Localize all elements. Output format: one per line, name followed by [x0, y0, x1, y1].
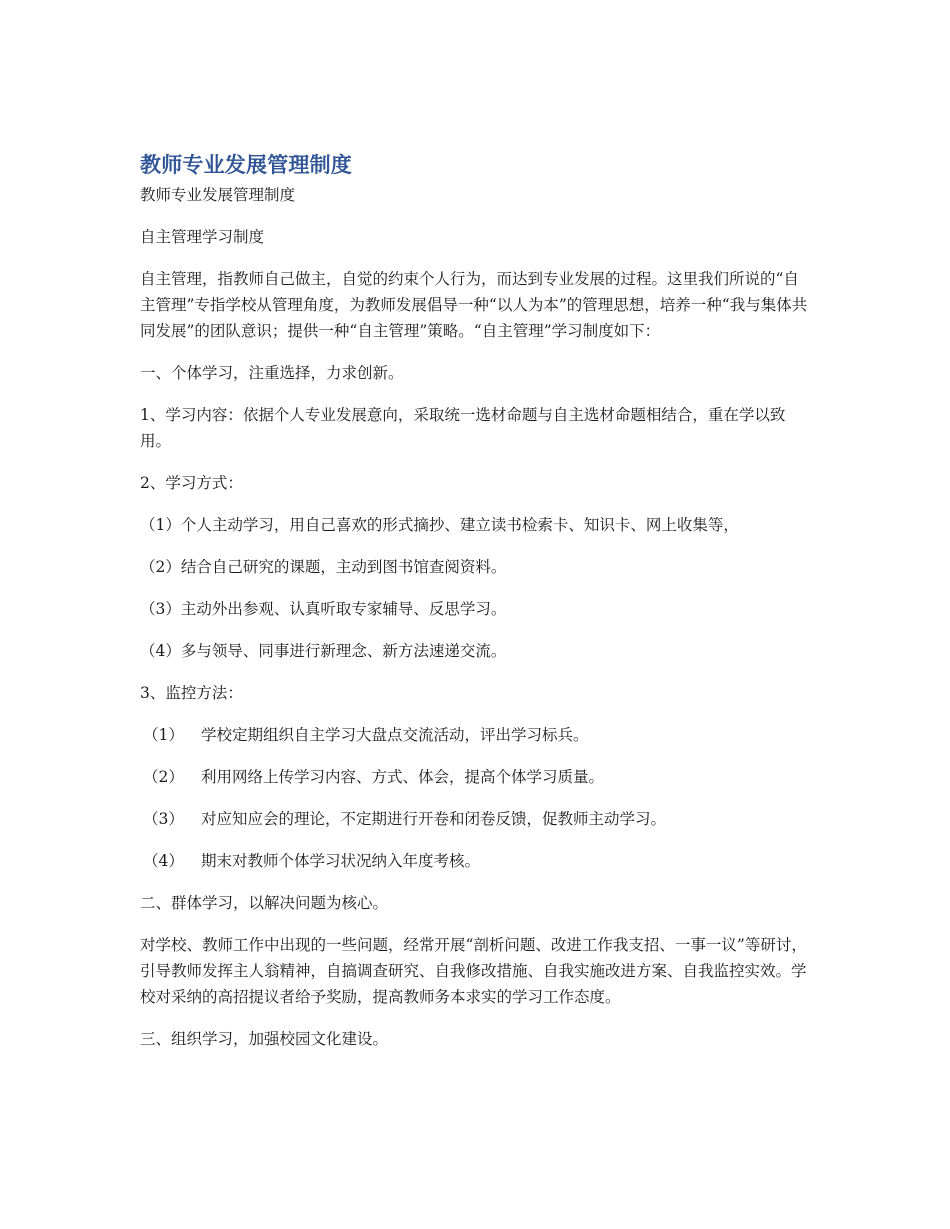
part1-monitor-heading: 3、监控方法： — [140, 684, 243, 702]
monitor-item-text: 对应知应会的理论，不定期进行开卷和闭卷反馈，促教师主动学习。 — [201, 810, 667, 828]
monitor-item-number: （4） — [143, 852, 184, 870]
part3-heading: 三、组织学习，加强校园文化建设。 — [140, 1030, 389, 1048]
monitor-item-text: 学校定期组织自主学习大盘点交流活动，评出学习标兵。 — [201, 726, 589, 744]
monitor-item-1 — [140, 722, 810, 748]
monitor-item-3 — [140, 806, 810, 832]
monitor-item-number: （3） — [143, 810, 184, 828]
monitor-item-2 — [140, 764, 810, 790]
document-title: 教师专业发展管理制度 — [140, 153, 352, 177]
part1-content: 1、学习内容：依据个人专业发展意向，采取统一选材命题与自主选材命题相结合，重在学以致用。 — [140, 406, 786, 450]
intro-paragraph: 自主管理，指教师自己做主，自觉的约束个人行为，而达到专业发展的过程。这里我们所说的“自主管理”专指学校从管理角度，为教师发展倡导一种“以人为本”的管理思想，培养一种“我与集体共同发展”的团队意识；提供一种“自主管理”策略。“自主管理”学习制度如下： — [140, 270, 808, 340]
part2-content: 对学校、教师工作中出现的一些问题，经常开展“剖析问题、改进工作我支招、一事一议”等研讨，引导教师发挥主人翁精神，自搞调查研究、自我修改措施、自我实施改进方案、自我监控实效。学校对采纳的高招提议者给予奖励，提高教师务本求实的学习工作态度。 — [140, 936, 807, 1006]
part1-methods-heading: 2、学习方式： — [140, 474, 243, 492]
monitor-item-text: 利用网络上传学习内容、方式、体会，提高个体学习质量。 — [201, 768, 605, 786]
part2-heading: 二、群体学习，以解决问题为核心。 — [140, 894, 389, 912]
method-item-3: （3）主动外出参观、认真听取专家辅导、反思学习。 — [140, 600, 507, 618]
monitor-item-4 — [140, 848, 810, 874]
monitor-item-number: （1） — [143, 726, 184, 744]
part1-heading: 一、个体学习，注重选择，力求创新。 — [140, 364, 404, 382]
monitor-item-number: （2） — [143, 768, 184, 786]
method-item-4: （4）多与领导、同事进行新理念、新方法速递交流。 — [140, 642, 507, 660]
method-item-2: （2）结合自己研究的课题，主动到图书馆查阅资料。 — [140, 558, 507, 576]
monitor-item-text: 期末对教师个体学习状况纳入年度考核。 — [201, 852, 481, 870]
document-subtitle: 教师专业发展管理制度 — [140, 186, 296, 204]
section-heading: 自主管理学习制度 — [140, 228, 265, 246]
document-page — [140, 150, 810, 1052]
method-item-1: （1）个人主动学习，用自己喜欢的形式摘抄、建立读书检索卡、知识卡、网上收集等， — [140, 516, 739, 534]
